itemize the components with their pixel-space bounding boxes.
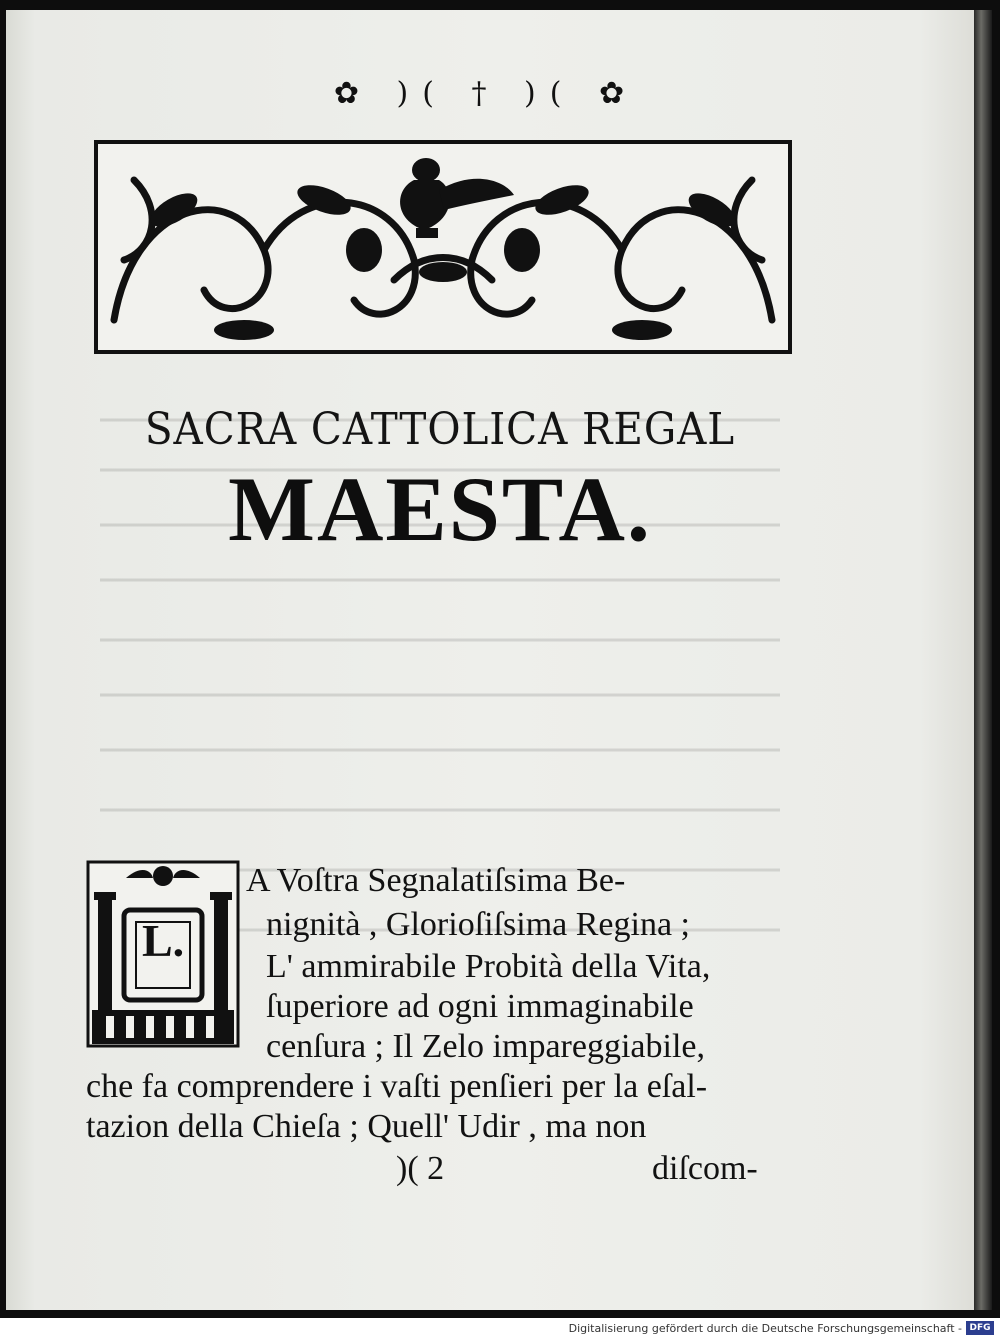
dedication-heading-line2: MAESTA. — [228, 458, 652, 560]
body-line-4: ſuperiore ad ogni immaginabile — [266, 988, 694, 1025]
initial-letter: L. — [142, 915, 185, 966]
catchword: diſcom- — [652, 1150, 758, 1187]
body-line-6: che fa comprendere i vaſti penſieri per la eſal- — [86, 1068, 708, 1105]
page-edge — [974, 10, 992, 1310]
printers-ornament-row: ✿ )( † )( ✿ — [333, 76, 639, 111]
body-line-3: L' ammirabile Probità della Vita, — [266, 948, 711, 985]
body-line-7: tazion della Chieſa ; Quell' Udir , ma non — [86, 1108, 647, 1145]
body-line-2: nignità , Glorioſiſsima Regina ; — [266, 906, 691, 943]
body-line-5: cenſura ; Il Zelo impareggiabile, — [266, 1028, 705, 1065]
signature-mark: )( 2 — [396, 1150, 445, 1187]
body-line-1: A Voſtra Segnalatiſsima Be- — [246, 862, 626, 899]
dedication-heading-line1: SACRA CATTOLICA REGAL — [144, 404, 736, 455]
footer-credit: Digitalisierung gefördert durch die Deutsche Forschungsgemeinschaft - — [568, 1322, 962, 1335]
woodcut-headpiece — [94, 140, 792, 354]
dfg-logo: DFG — [966, 1321, 994, 1335]
